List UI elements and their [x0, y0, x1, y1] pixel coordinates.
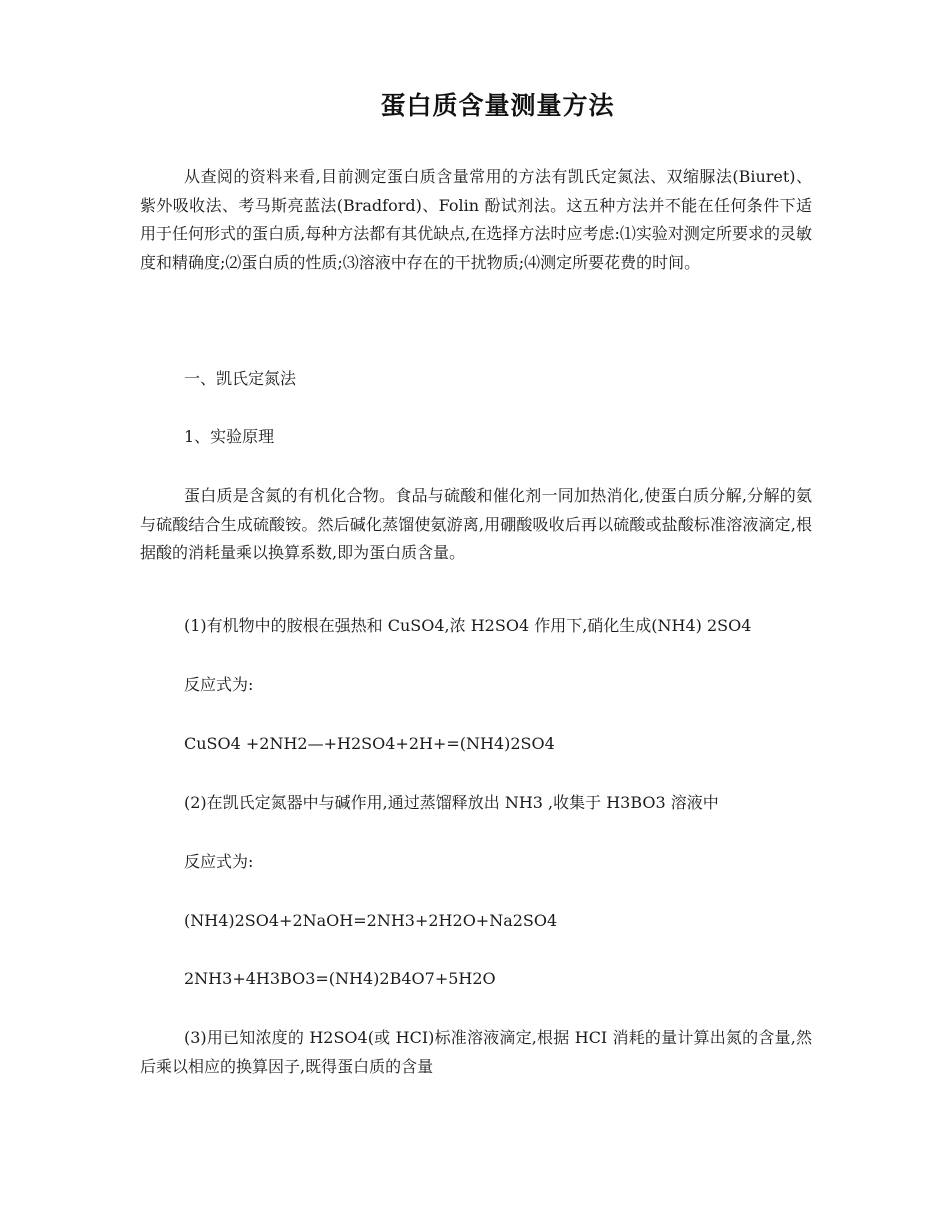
equation-1: CuSO4 +2NH2—+H2SO4+2H+=(NH4)2SO4	[184, 734, 555, 753]
reaction-label: 反应式为:	[184, 852, 254, 871]
step-3-paragraph: (3)用已知浓度的 H2SO4(或 HCI)标准溶液滴定,根据 HCI 消耗的量计算出氮的含量,然后乘以相应的换算因子,既得蛋白质的含量	[140, 1028, 812, 1076]
principle-paragraph: 蛋白质是含氮的有机化合物。食品与硫酸和催化剂一同加热消化,使蛋白质分解,分解的氨与硫酸结合生成硫酸铵。然后碱化蒸馏使氨游离,用硼酸吸收后再以硫酸或盐酸标准溶液滴定,根据酸的消耗量乘以换算系数,即为蛋白质含量。	[140, 486, 812, 562]
reaction-label: 反应式为:	[184, 675, 254, 694]
equation-3: 2NH3+4H3BO3=(NH4)2B4O7+5H2O	[184, 969, 496, 988]
document-title: 蛋白质含量测量方法	[380, 91, 615, 120]
equation-2: (NH4)2SO4+2NaOH=2NH3+2H2O+Na2SO4	[184, 911, 558, 930]
section-heading: 一、凯氏定氮法	[184, 369, 297, 388]
intro-paragraph: 从查阅的资料来看,目前测定蛋白质含量常用的方法有凯氏定氮法、双缩脲法(Biuret)、紫外吸收法、考马斯亮蓝法(Bradford)、Folin 酚试剂法。这五种方法并不能在任何条件下适用于任何形式的蛋白质,每种方法都有其优缺点,在选择方法时应考虑:⑴实验对测定所要求的灵敏度和精确度;⑵蛋白质的性质;⑶溶液中存在的干扰物质;⑷测定所要花费的时间。	[140, 167, 812, 272]
step-2-text: (2)在凯氏定氮器中与碱作用,通过蒸馏释放出 NH3 ,收集于 H3BO3 溶液中	[184, 793, 719, 812]
step-1-text: (1)有机物中的胺根在强热和 CuSO4,浓 H2SO4 作用下,硝化生成(NH4) 2SO4	[184, 616, 752, 635]
subsection-heading: 1、实验原理	[184, 427, 275, 446]
